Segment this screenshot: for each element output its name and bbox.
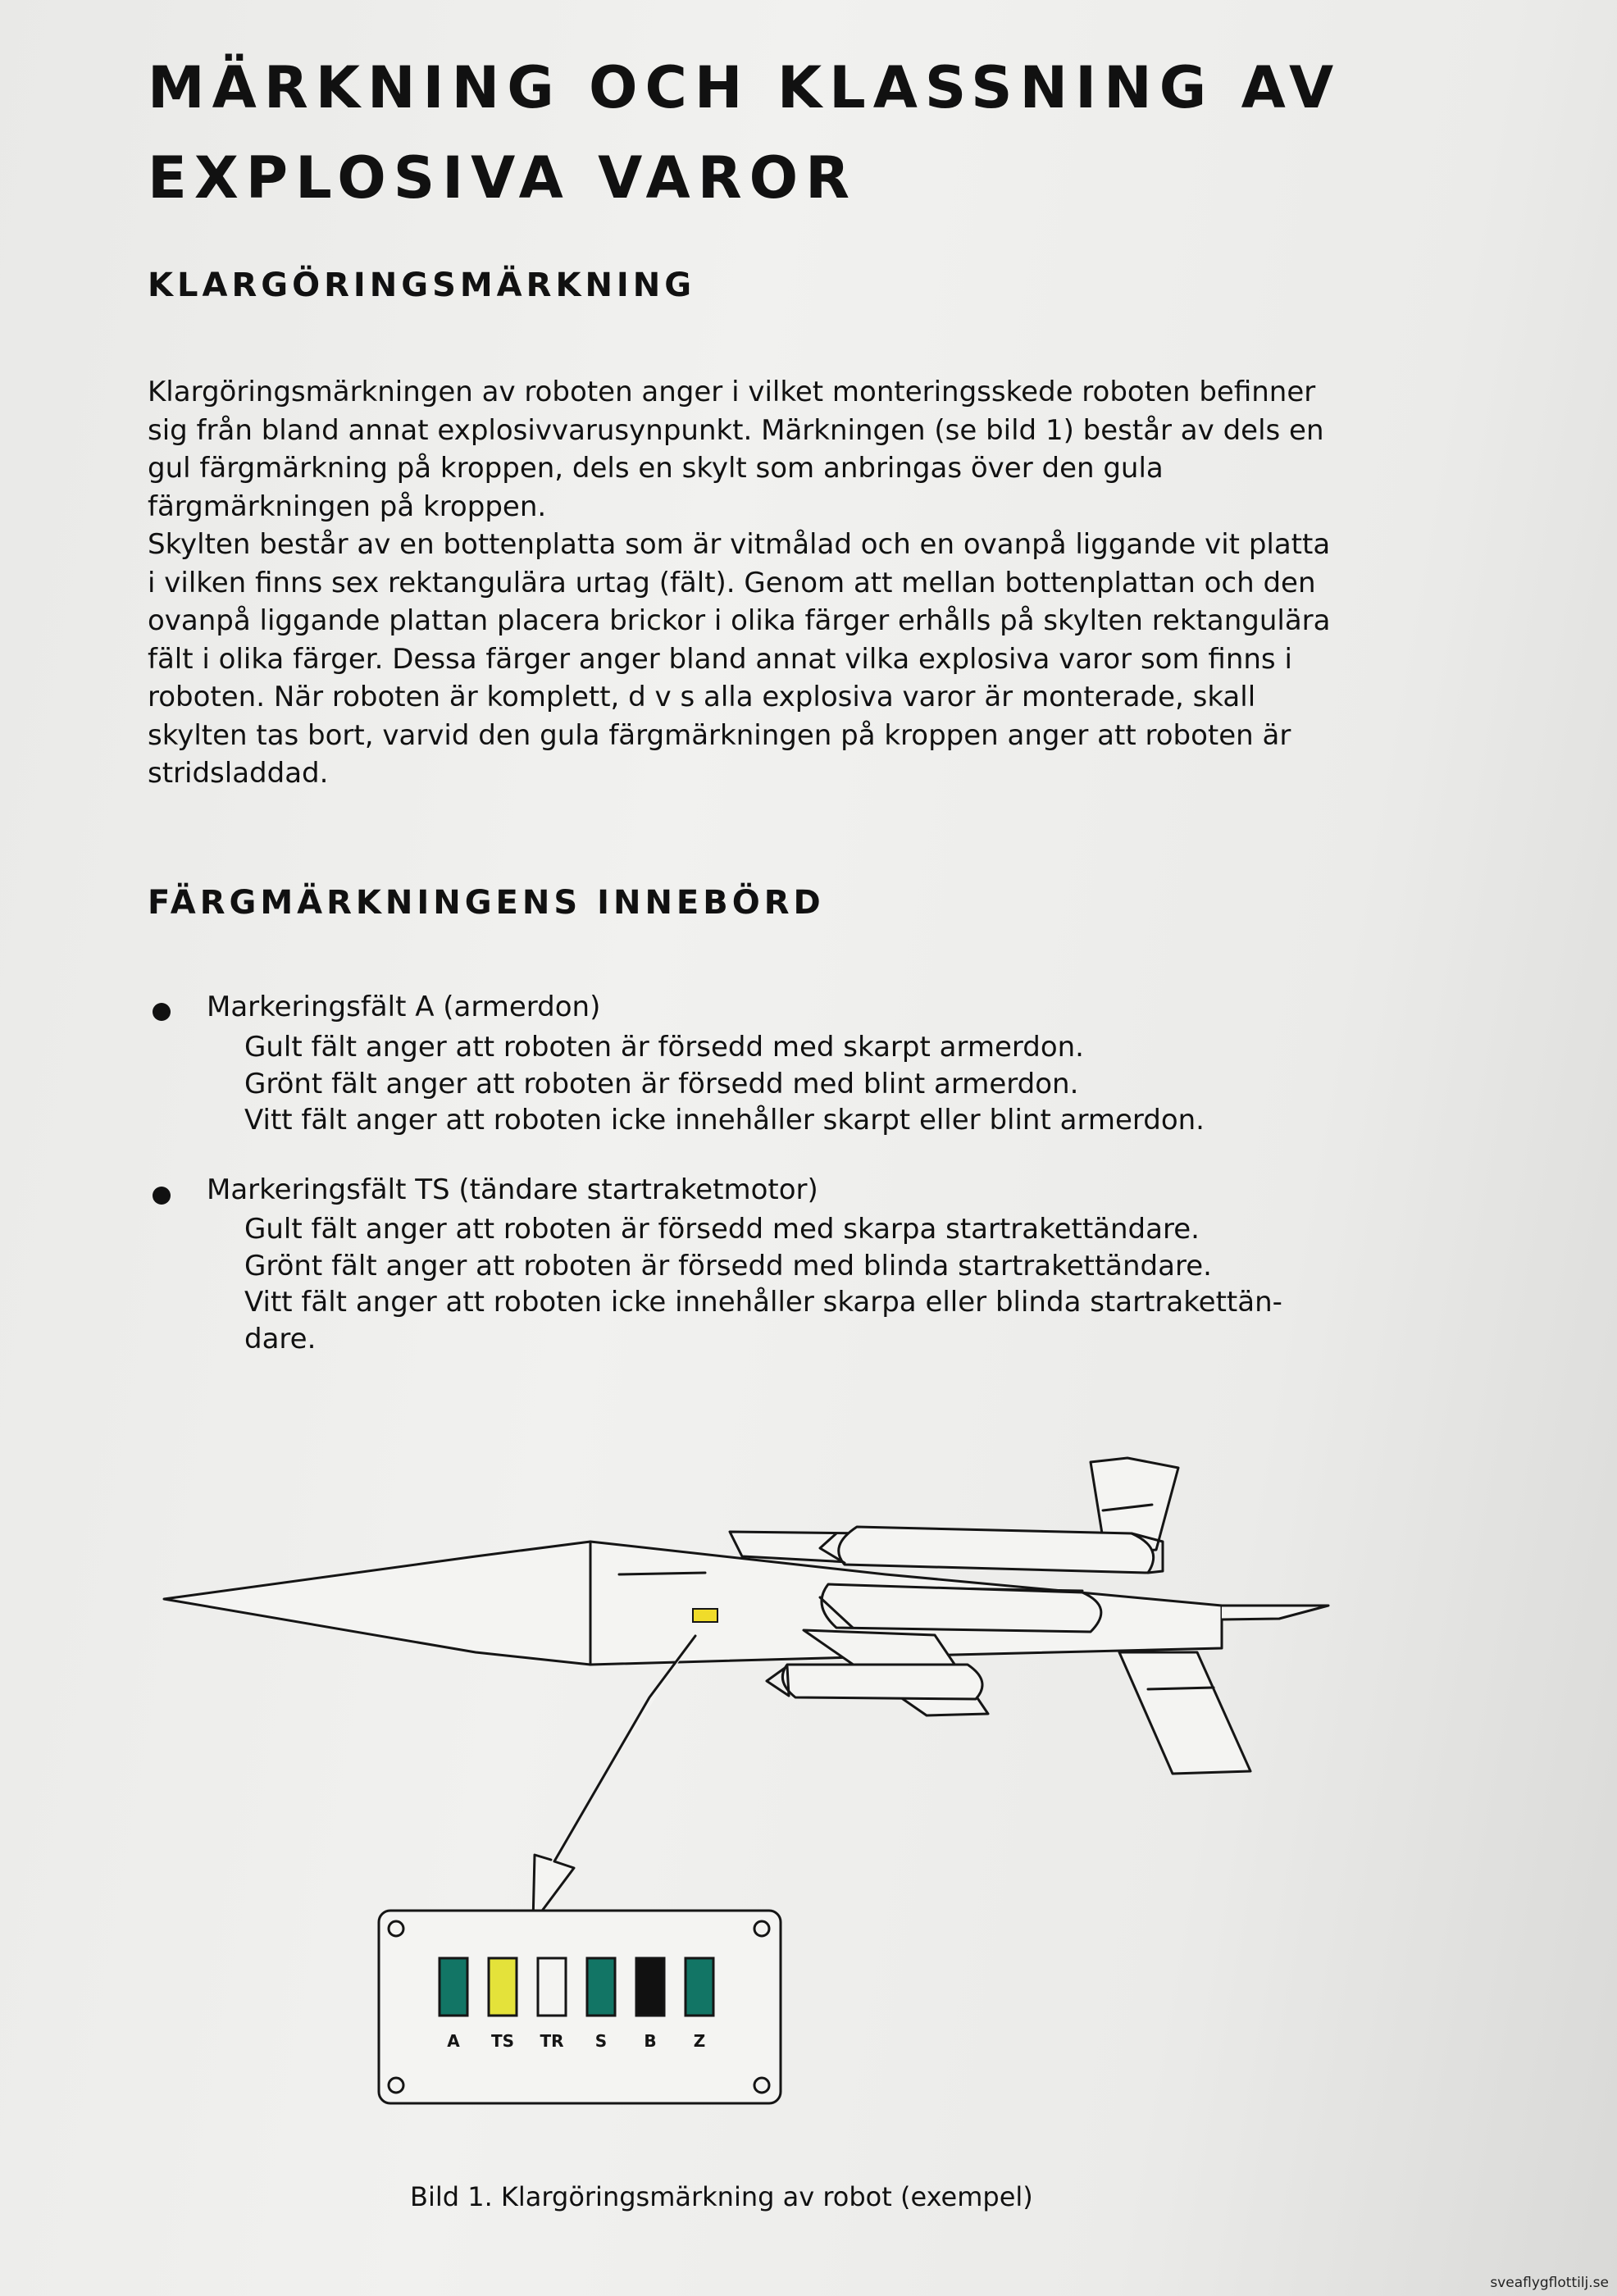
placard-field-z <box>686 1958 713 2016</box>
paragraph-1: Klargöringsmärkningen av roboten anger i vilket monteringsskede roboten befinner sig från bland annat explosivvarusynpunkt. Märkningen (se bild 1) består av dels en gul färgmärkning på kroppen, dels en skylt som anbringas över den gula färgmärkningen på kroppen. <box>148 376 1324 523</box>
item-title-ts: Markeringsfält TS (tändare startraketmotor) <box>207 1173 818 1206</box>
pointer-arrow <box>533 1636 695 1923</box>
placard-field-a <box>440 1958 467 2016</box>
item-title-a: Markeringsfält A (armerdon) <box>207 991 601 1023</box>
rear-spike <box>1222 1606 1328 1620</box>
fin-detail-line <box>1148 1688 1214 1689</box>
placard-field-label: S <box>594 2031 608 2051</box>
upper-booster <box>839 1527 1154 1573</box>
lower-booster <box>782 1665 982 1699</box>
item-line: dare. <box>244 1322 317 1355</box>
placard-field-label: Z <box>693 2031 706 2051</box>
figure-caption: Bild 1. Klargöringsmärkning av robot (exempel) <box>410 2181 1033 2212</box>
placard-field-ts <box>489 1958 517 2016</box>
yellow-body-marking <box>693 1609 717 1622</box>
fuselage-detail-line <box>619 1573 705 1574</box>
placard-field-label: TR <box>540 2031 564 2051</box>
lower-tail-fin <box>1119 1652 1250 1774</box>
placard-field-b <box>636 1958 664 2016</box>
placard-field-s <box>587 1958 615 2016</box>
item-line: Gult fält anger att roboten är försedd med skarpa startrakettändare. <box>244 1213 1200 1246</box>
section-heading-fargmarkningens-innebord: FÄRGMÄRKNINGENS INNEBÖRD <box>148 884 825 922</box>
section-heading-klargoringsmarkning: KLARGÖRINGSMÄRKNING <box>148 266 696 304</box>
item-line: Vitt fält anger att roboten icke innehåller skarpa eller blinda startrakettän- <box>244 1286 1282 1319</box>
paragraph-2: Skylten består av en bottenplatta som är vitmålad och en ovanpå liggande vit platta i vilken finns sex rektangulära urtag (fält). Genom att mellan bottenplattan och den ovanpå liggande plattan placera brickor i olika färger erhålls på skylten rektangulära fält i olika färger. Dessa färger anger bland annat vilka explosiva varor som finns i roboten. När roboten är komplett, d v s alla explosiva varor är monterade, skall skylten tas bort, varvid den gula färgmärkningen på kroppen anger att roboten är stridsladdad. <box>148 528 1331 790</box>
placard-field-tr <box>538 1958 566 2016</box>
title-line-2: EXPLOSIVA VAROR <box>148 144 858 212</box>
placard <box>379 1911 781 2103</box>
title-line-1: MÄRKNING OCH KLASSNING AV <box>148 54 1341 121</box>
placard-field-label: TS <box>490 2031 515 2051</box>
placard-field-label: A <box>447 2031 460 2051</box>
side-booster <box>822 1584 1101 1632</box>
item-line: Grönt fält anger att roboten är försedd med blinda startrakettändare. <box>244 1249 1212 1282</box>
item-line: Gult fält anger att roboten är försedd med skarpt armerdon. <box>244 1031 1084 1064</box>
placard-field-label: B <box>644 2031 657 2051</box>
item-line: Vitt fält anger att roboten icke innehåller skarpt eller blint armerdon. <box>244 1104 1205 1137</box>
item-line: Grönt fält anger att roboten är försedd med blint armerdon. <box>244 1067 1079 1100</box>
watermark: sveaflygflottilj.se <box>1490 2275 1609 2291</box>
